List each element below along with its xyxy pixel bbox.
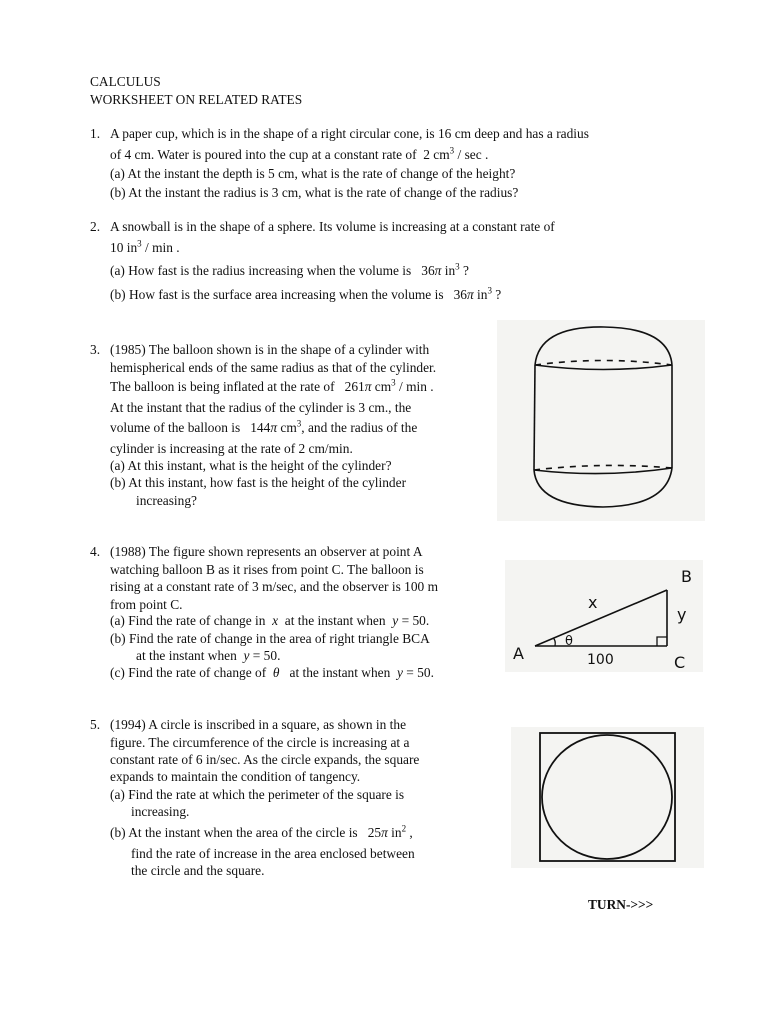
right-angle-mark: [657, 637, 667, 646]
circle-shape: [542, 735, 672, 859]
question-text: of 4 cm. Water is poured into the cup at a constant rate of 2 $cm^3$ / sec .: [110, 145, 489, 162]
question-text: hemispherical ends of the same radius as that of the cylinder.: [110, 360, 437, 375]
circle-square-drawing: [511, 727, 704, 868]
part-b: (b) At this instant, how fast is the height of the cylinder: [110, 475, 407, 490]
label-base-length: 100: [587, 652, 614, 668]
bottom-front-rim: [534, 468, 672, 474]
question-text: (1994) A circle is inscribed in a square, as shown in the: [110, 717, 407, 732]
worksheet-title: WORKSHEET ON RELATED RATES: [90, 92, 303, 107]
part-a: (a) How fast is the radius increasing when the volume is 36π $in^3$ ?: [110, 261, 469, 278]
square-shape: [540, 733, 675, 861]
part-b-continued: the circle and the square.: [131, 863, 265, 878]
question-number: 3.: [90, 342, 101, 357]
question-text: (1985) The balloon shown is in the shape of a cylinder with: [110, 342, 430, 357]
part-b-continued: find the rate of increase in the area enclosed between: [131, 846, 415, 861]
part-b: (b) Find the rate of change in the area of right triangle BCA: [110, 631, 430, 646]
triangle-figure: [505, 560, 703, 672]
top-hemisphere: [535, 327, 672, 365]
balloon-drawing: [497, 320, 705, 521]
question-text: rising at a constant rate of 3 m/sec, and the observer is 100 m: [110, 579, 438, 594]
part-b: (b) How fast is the surface area increasing when the volume is 36π $in^3$ ?: [110, 285, 502, 302]
bottom-hidden-rim: [534, 465, 672, 470]
label-c: C: [674, 653, 686, 672]
label-a: A: [513, 644, 524, 663]
question-text: volume of the balloon is 144π $cm^3$, and the radius of the: [110, 418, 418, 435]
question-text: cylinder is increasing at the rate of 2 cm/min.: [110, 441, 353, 456]
question-text: A snowball is in the shape of a sphere. Its volume is increasing at a constant rate of: [110, 219, 555, 234]
question-text: 10 $in^3$ / min .: [110, 238, 180, 255]
question-text: figure. The circumference of the circle is increasing at a: [110, 735, 410, 750]
part-b-continued: increasing?: [136, 493, 197, 508]
part-a: (a) Find the rate of change in x at the instant when y = 50.: [110, 613, 430, 628]
part-b-continued: at the instant when y = 50.: [136, 648, 281, 663]
question-text: watching balloon B as it rises from point C. The balloon is: [110, 562, 424, 577]
cylinder-left-side: [534, 365, 535, 470]
question-text: At the instant that the radius of the cylinder is 3 cm., the: [110, 400, 412, 415]
part-a: (a) Find the rate at which the perimeter of the square is: [110, 787, 405, 802]
label-x: x: [588, 593, 598, 612]
question-text: from point C.: [110, 597, 183, 612]
label-y: y: [677, 605, 687, 624]
part-b: (b) At the instant when the area of the circle is 25π $in^2$ ,: [110, 823, 413, 840]
question-text: A paper cup, which is in the shape of a right circular cone, is 16 cm deep and has a radius: [110, 126, 589, 141]
part-a: (a) At the instant the depth is 5 cm, what is the rate of change of the height?: [110, 166, 516, 181]
top-hidden-rim: [535, 361, 672, 366]
top-front-rim: [535, 365, 672, 370]
hypotenuse-line: [535, 590, 667, 646]
angle-arc: [553, 638, 555, 646]
question-text: The balloon is being inflated at the rate of 261π $cm^3$ / min .: [110, 377, 434, 394]
question-number: 5.: [90, 717, 101, 732]
question-text: expands to maintain the condition of tangency.: [110, 769, 361, 784]
part-c: (c) Find the rate of change of θ at the instant when y = 50.: [110, 665, 434, 680]
question-text: constant rate of 6 in/sec. As the circle expands, the square: [110, 752, 420, 767]
question-number: 2.: [90, 219, 101, 234]
label-b: B: [681, 567, 692, 586]
part-a: (a) At this instant, what is the height of the cylinder?: [110, 458, 392, 473]
circle-square-figure: [511, 727, 704, 868]
turn-page-note: TURN->>>: [588, 897, 654, 912]
part-b: (b) At the instant the radius is 3 cm, what is the rate of change of the radius?: [110, 185, 519, 200]
worksheet-subject: CALCULUS: [90, 74, 161, 89]
question-text: (1988) The figure shown represents an observer at point A: [110, 544, 423, 559]
balloon-figure: [497, 320, 705, 521]
part-a-continued: increasing.: [131, 804, 190, 819]
question-number: 4.: [90, 544, 101, 559]
triangle-drawing: [505, 560, 703, 672]
label-theta: θ: [565, 634, 573, 649]
question-number: 1.: [90, 126, 101, 141]
